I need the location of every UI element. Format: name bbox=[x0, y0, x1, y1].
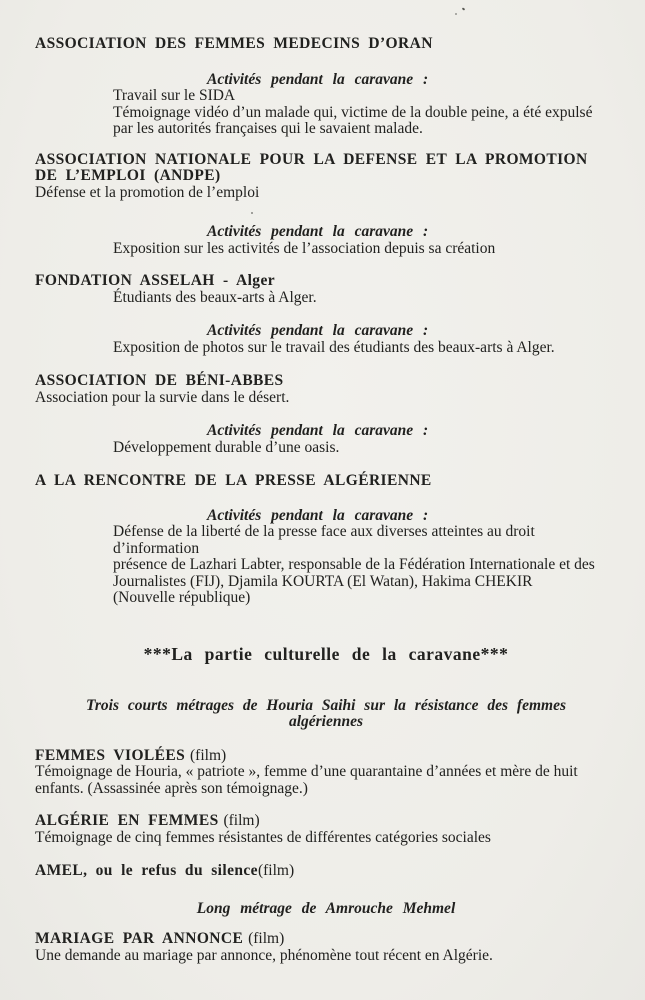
cultural-subtitle-line: Trois courts métrages de Houria Saihi sur la résistance des femmes bbox=[85, 696, 566, 714]
activity-line: Témoignage vidéo d’un malade qui, victime de la double peine, a été expulsé bbox=[113, 103, 593, 121]
film-description-line: Témoignage de cinq femmes résistantes de différentes catégories sociales bbox=[35, 828, 491, 846]
film-mariage-par-annonce bbox=[35, 931, 617, 964]
activity-line: d’information bbox=[113, 539, 200, 557]
cultural-subtitle-line: algériennes bbox=[288, 713, 364, 730]
film-description-line: Témoignage de Houria, « patriote », femme d’une quarantaine d’années et mère de huit bbox=[35, 763, 578, 780]
cultural-part bbox=[35, 644, 617, 731]
film-type: (film) bbox=[218, 812, 260, 829]
film-amel bbox=[35, 863, 617, 880]
section-subtitle: Association pour la survie dans le désert. bbox=[35, 388, 290, 406]
film-title: ALGÉRIE EN FEMMES bbox=[35, 812, 219, 829]
section-heading: ASSOCIATION NATIONALE POUR LA DEFENSE ET LA PROMOTION bbox=[35, 150, 588, 168]
activities-label: Activités pendant la caravane : bbox=[207, 223, 429, 240]
section-presse-algerienne bbox=[35, 473, 617, 607]
film-type: (film) bbox=[257, 862, 295, 879]
film-femmes-violees bbox=[35, 748, 617, 798]
activity-line: Travail sur le SIDA bbox=[113, 87, 236, 104]
film-algerie-en-femmes bbox=[35, 813, 617, 846]
activities-label: Activités pendant la caravane : bbox=[207, 70, 429, 88]
activity-line: (Nouvelle république) bbox=[113, 589, 251, 606]
scan-speck bbox=[251, 212, 253, 214]
cultural-title: ***La partie culturelle de la caravane*** bbox=[143, 643, 509, 664]
section-fondation-asselah bbox=[35, 273, 617, 356]
film-description-line: Une demande au mariage par annonce, phénomène tout récent en Algérie. bbox=[35, 946, 493, 964]
section-heading: FONDATION ASSELAH - Alger bbox=[35, 272, 276, 289]
activities-label: Activités pendant la caravane : bbox=[207, 422, 429, 439]
film-description-line: enfants. (Assassinée après son témoignage.) bbox=[35, 779, 308, 797]
activity-line: Défense de la liberté de la presse face aux diverses atteintes au droit bbox=[113, 523, 535, 540]
section-subtitle: Étudiants des beaux-arts à Alger. bbox=[113, 288, 317, 306]
long-metrage-heading: Long métrage de Amrouche Mehmel bbox=[196, 899, 456, 917]
section-femmes-medecins-oran bbox=[35, 36, 617, 138]
activities-label: Activités pendant la caravane : bbox=[207, 506, 429, 524]
section-heading: ASSOCIATION DE BÉNI-ABBES bbox=[35, 372, 284, 389]
section-heading: DE L’EMPLOI (ANDPE) bbox=[35, 167, 221, 184]
activity-line: par les autorités françaises qui le savaient malade. bbox=[113, 120, 423, 137]
activity-line: Développement durable d’une oasis. bbox=[113, 438, 340, 456]
activities-label: Activités pendant la caravane : bbox=[207, 322, 429, 339]
section-subtitle: Défense et la promotion de l’emploi bbox=[35, 183, 260, 201]
activity-line: présence de Lazhari Labter, responsable de la Fédération Internationale et des bbox=[113, 556, 595, 573]
film-title: MARIAGE PAR ANNONCE bbox=[35, 930, 244, 947]
film-title: AMEL, ou le refus du silence bbox=[35, 862, 258, 879]
activity-line: Exposition de photos sur le travail des étudiants des beaux-arts à Alger. bbox=[113, 338, 555, 356]
section-heading: ASSOCIATION DES FEMMES MEDECINS D’ORAN bbox=[35, 35, 433, 52]
film-type: (film) bbox=[243, 930, 285, 947]
section-andpe bbox=[35, 152, 617, 258]
activity-line: Exposition sur les activités de l’association depuis sa création bbox=[113, 239, 496, 257]
film-type: (film) bbox=[185, 746, 227, 764]
scan-speck bbox=[455, 13, 457, 15]
activity-line: Journalistes (FIJ), Djamila KOURTA (El Watan), Hakima CHEKIR bbox=[113, 572, 533, 590]
section-beni-abbes bbox=[35, 373, 617, 456]
section-heading: A LA RENCONTRE DE LA PRESSE ALGÉRIENNE bbox=[35, 472, 432, 489]
film-title: FEMMES VIOLÉES bbox=[35, 746, 186, 764]
